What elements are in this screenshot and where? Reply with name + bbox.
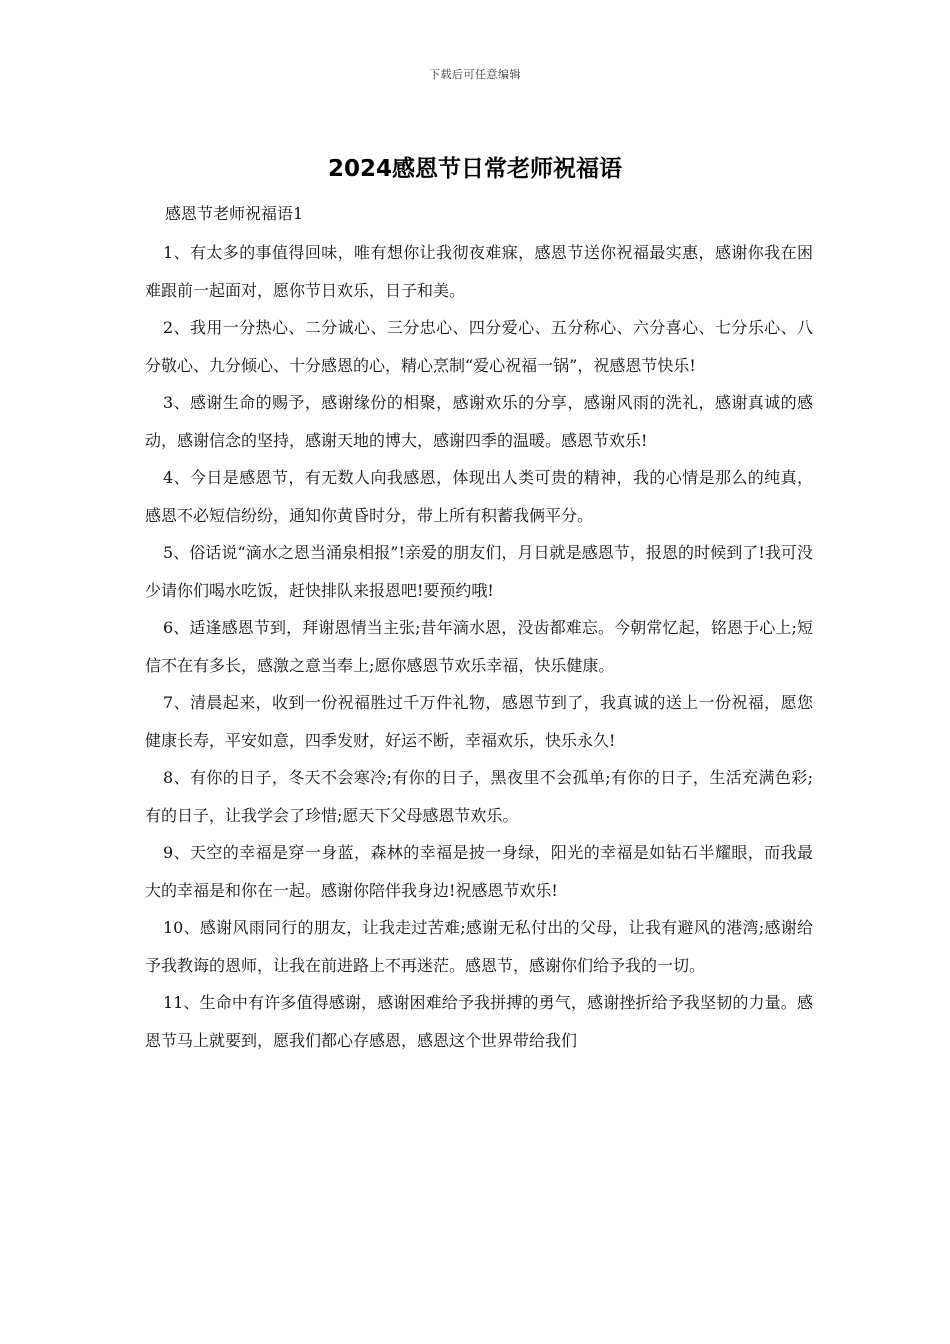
document-title: 2024感恩节日常老师祝福语 <box>327 156 622 182</box>
section-heading: 感恩节老师祝福语1 <box>165 204 304 223</box>
paragraph-1: 1、有太多的事值得回味，唯有想你让我彻夜难寐，感恩节送你祝福最实惠，感谢你我在困难跟前一起面对，愿你节日欢乐，日子和美。 <box>145 243 813 300</box>
paragraph-3: 3、感谢生命的赐予，感谢缘份的相聚，感谢欢乐的分享，感谢风雨的洗礼，感谢真诚的感动，感谢信念的坚持，感谢天地的博大，感谢四季的温暖。感恩节欢乐! <box>145 393 813 450</box>
paragraph-8: 8、有你的日子，冬天不会寒冷;有你的日子，黑夜里不会孤单;有你的日子，生活充满色彩;有的日子，让我学会了珍惜;愿天下父母感恩节欢乐。 <box>145 768 813 825</box>
document-body <box>145 198 813 1059</box>
paragraph-7: 7、清晨起来，收到一份祝福胜过千万件礼物，感恩节到了，我真诚的送上一份祝福，愿您健康长寿，平安如意，四季发财，好运不断，幸福欢乐，快乐永久! <box>145 693 813 750</box>
paragraph-10: 10、感谢风雨同行的朋友，让我走过苦难;感谢无私付出的父母，让我有避风的港湾;感谢给予我教诲的恩师，让我在前进路上不再迷茫。感恩节，感谢你们给予我的一切。 <box>145 918 813 975</box>
paragraph-4: 4、今日是感恩节，有无数人向我感恩，体现出人类可贵的精神，我的心情是那么的纯真，感恩不必短信纷纷，通知你黄昏时分，带上所有积蓄我俩平分。 <box>145 468 813 525</box>
paragraph-2: 2、我用一分热心、二分诚心、三分忠心、四分爱心、五分称心、六分喜心、七分乐心、八分敬心、九分倾心、十分感恩的心，精心烹制“爱心祝福一锅”，祝感恩节快乐! <box>145 318 813 375</box>
paragraph-11: 11、生命中有许多值得感谢，感谢困难给予我拼搏的勇气，感谢挫折给予我坚韧的力量。感恩节马上就要到，愿我们都心存感恩，感恩这个世界带给我们 <box>145 993 813 1050</box>
paragraph-5: 5、俗话说“滴水之恩当涌泉相报”!亲爱的朋友们，月日就是感恩节，报恩的时候到了!我可没少请你们喝水吃饭，赶快排队来报恩吧!要预约哦! <box>145 543 813 600</box>
header-note: 下载后可任意编辑 <box>429 68 521 81</box>
paragraph-9: 9、天空的幸福是穿一身蓝，森林的幸福是披一身绿，阳光的幸福是如钻石半耀眼，而我最大的幸福是和你在一起。感谢你陪伴我身边!祝感恩节欢乐! <box>145 843 813 900</box>
paragraph-6: 6、适逢感恩节到，拜谢恩情当主张;昔年滴水恩，没齿都难忘。今朝常忆起，铭恩于心上;短信不在有多长，感激之意当奉上;愿你感恩节欢乐幸福，快乐健康。 <box>145 618 813 675</box>
